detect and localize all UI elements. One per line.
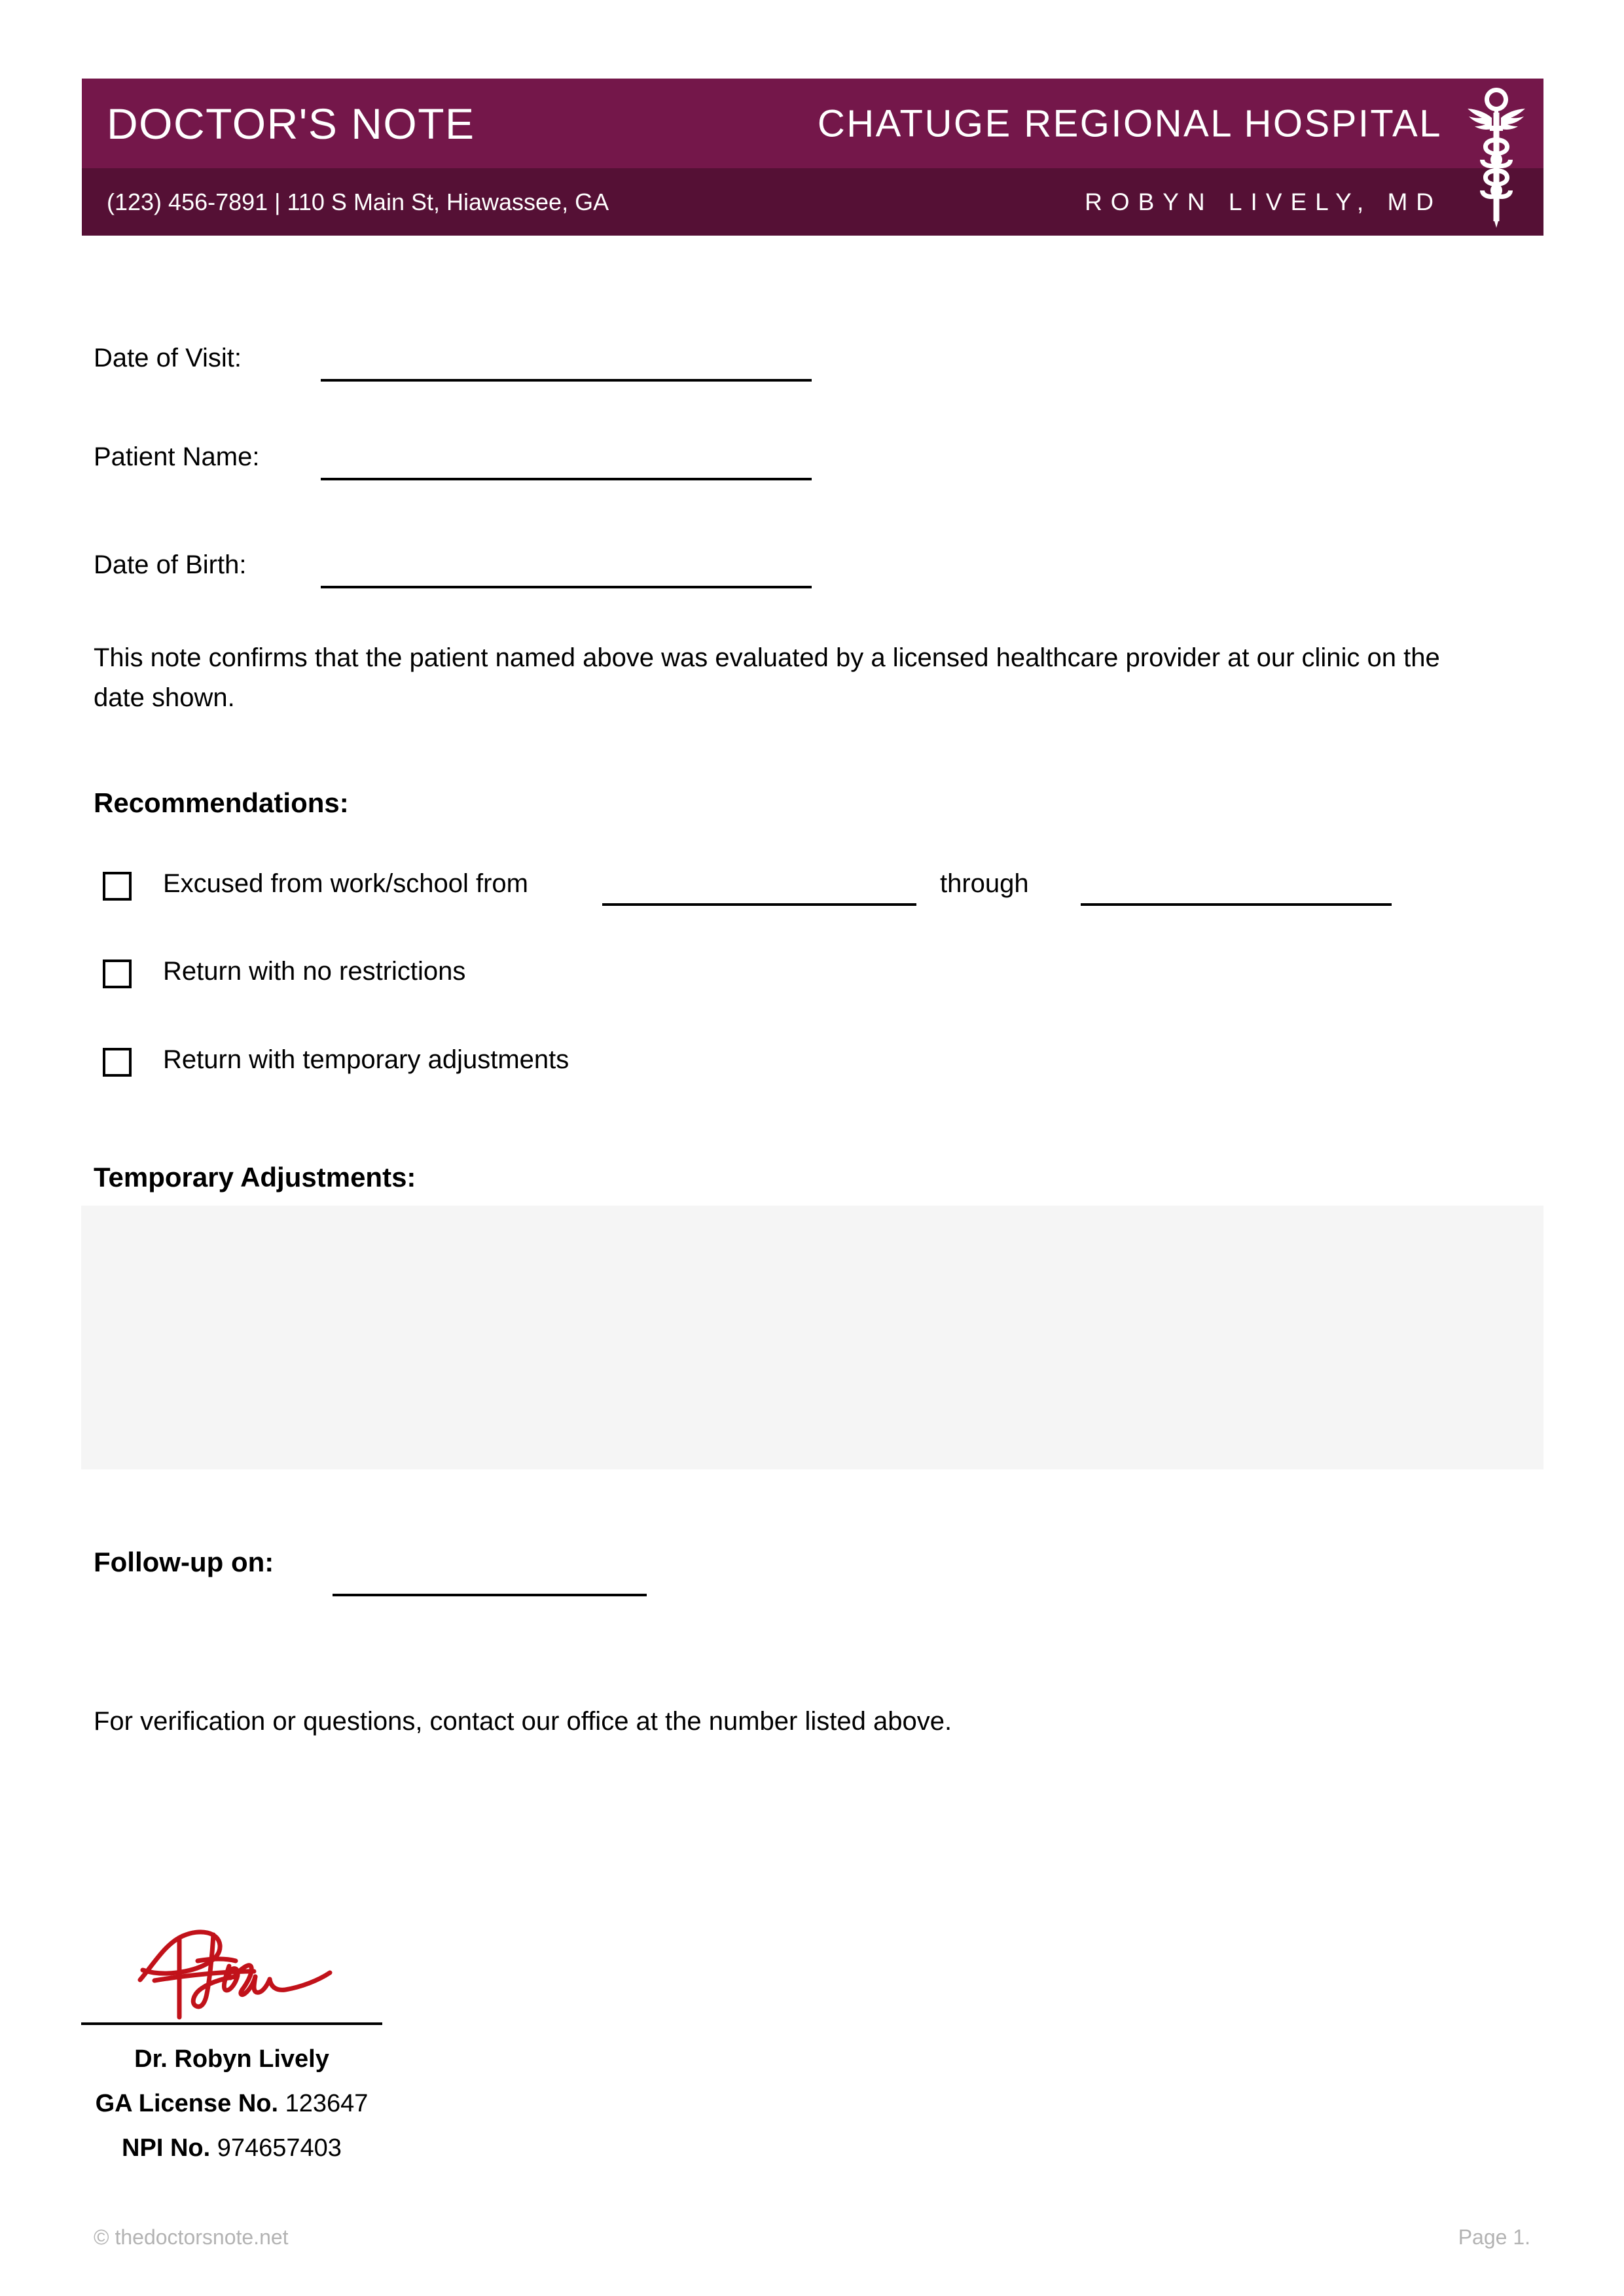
field-input-date-of-birth[interactable] (321, 586, 812, 588)
field-input-patient-name[interactable] (321, 478, 812, 480)
npi-label: NPI No. (122, 2134, 211, 2162)
footer-copyright: © thedoctorsnote.net (94, 2225, 289, 2249)
header-top-band (82, 79, 1543, 168)
field-label-date-of-visit: Date of Visit: (94, 344, 242, 372)
page-title: DOCTOR'S NOTE (107, 99, 475, 148)
field-label-patient-name: Patient Name: (94, 442, 260, 471)
excused-from-date-input[interactable] (602, 903, 916, 906)
signature-doctor-name: Dr. Robyn Lively (134, 2045, 329, 2073)
clinic-contact-line: (123) 456-7891 | 110 S Main St, Hiawassee, GA (107, 188, 609, 215)
field-label-date-of-birth: Date of Birth: (94, 550, 247, 579)
recommendations-heading: Recommendations: (94, 787, 349, 818)
doctor-name: ROBYN LIVELY, MD (1085, 188, 1442, 215)
footer-page-number: Page 1. (1458, 2225, 1530, 2249)
signature-license (81, 2090, 382, 2118)
checkbox-return-temporary-adjustments[interactable] (103, 1048, 132, 1077)
recommendation-label-excused: Excused from work/school from (163, 869, 528, 898)
excused-through-date-input[interactable] (1081, 903, 1392, 906)
signature-line (81, 2022, 382, 2025)
hospital-name: CHATUGE REGIONAL HOSPITAL (817, 102, 1442, 145)
recommendation-label-no-restrictions: Return with no restrictions (163, 957, 466, 986)
temporary-adjustments-textarea[interactable] (81, 1206, 1543, 1469)
npi-number: 974657403 (217, 2134, 342, 2162)
field-input-date-of-visit[interactable] (321, 379, 812, 382)
confirmation-paragraph: This note confirms that the patient named above was evaluated by a licensed healthcare provider at our clinic on the date shown. (94, 643, 1440, 712)
temporary-adjustments-heading: Temporary Adjustments: (94, 1162, 416, 1193)
checkbox-return-no-restrictions[interactable] (103, 960, 132, 988)
license-number: 123647 (285, 2090, 369, 2117)
verification-note: For verification or questions, contact our office at the number listed above. (94, 1707, 952, 1736)
followup-label: Follow-up on: (94, 1547, 274, 1577)
signature-npi (81, 2134, 382, 2162)
recommendation-label-temporary-adjustments: Return with temporary adjustments (163, 1045, 569, 1074)
handwritten-signature-icon (114, 1918, 389, 2022)
license-label: GA License No. (95, 2090, 279, 2117)
checkbox-excused-from-work[interactable] (103, 872, 132, 901)
excused-connector-label: through (940, 869, 1029, 898)
header-bottom-band (82, 168, 1543, 236)
document-header (82, 79, 1543, 236)
followup-date-input[interactable] (333, 1594, 647, 1596)
caduceus-icon (1457, 84, 1536, 231)
